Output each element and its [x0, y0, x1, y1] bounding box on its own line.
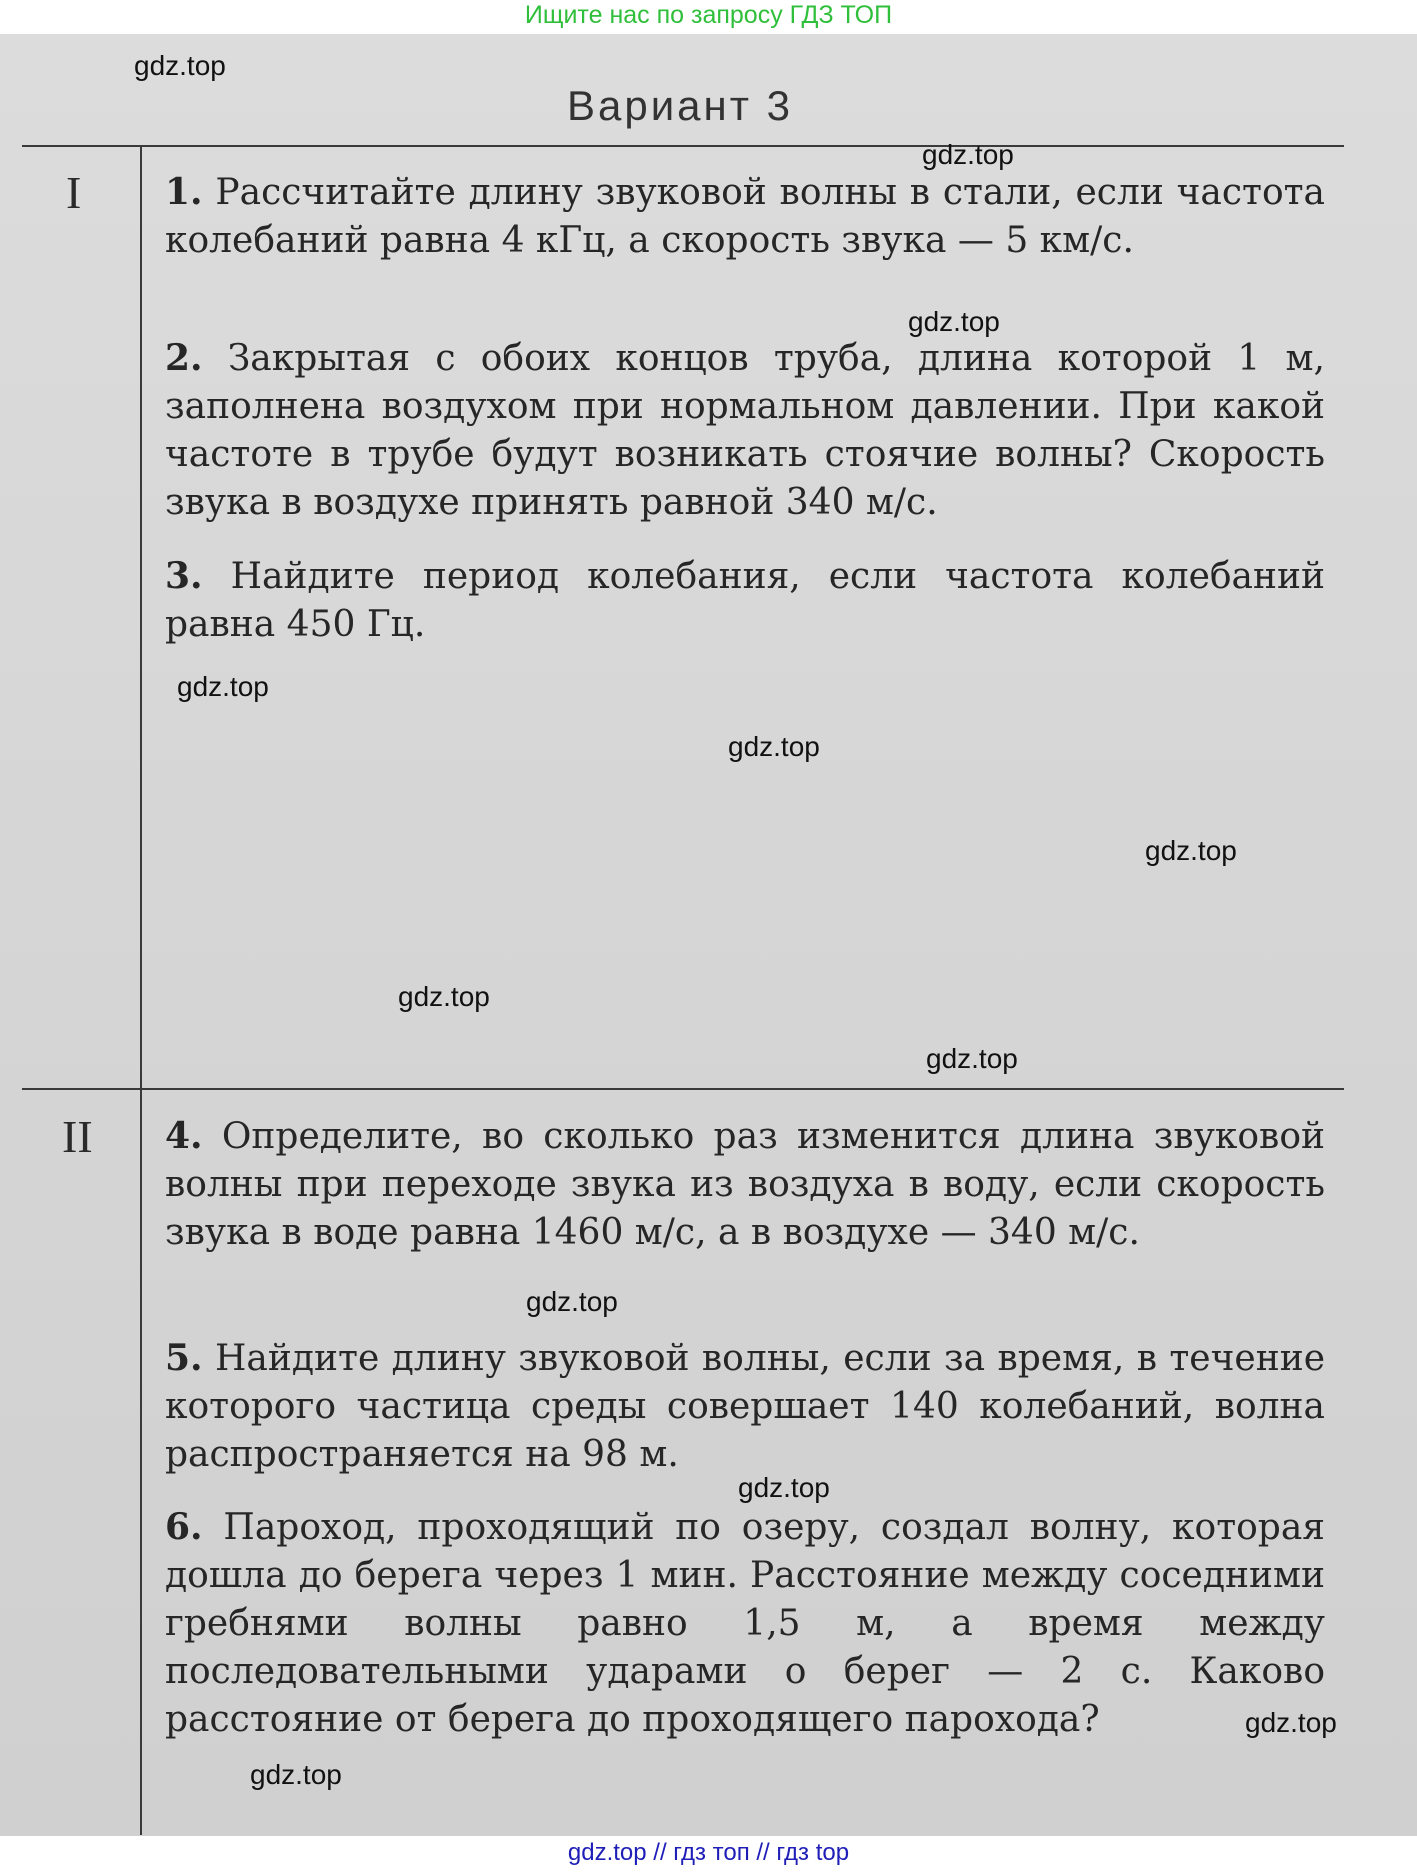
- task-text: Найдите период колебания, если частота колебаний равна 450 Гц.: [165, 556, 1325, 645]
- task-number: 3.: [165, 555, 203, 597]
- watermark: gdz.top: [398, 981, 490, 1012]
- table-top-rule: [22, 145, 1344, 147]
- watermark: gdz.top: [1145, 835, 1237, 866]
- task-number: 1.: [165, 171, 203, 213]
- watermark: gdz.top: [134, 50, 226, 81]
- watermark: gdz.top: [526, 1286, 618, 1317]
- watermark: gdz.top: [728, 731, 820, 762]
- watermark: gdz.top: [177, 671, 269, 702]
- section-numeral-2: II: [62, 1111, 93, 1162]
- task-text: Пароход, проходящий по озеру, создал волну, которая дошла до берега через 1 мин. Расстояние между соседними гребнями волны равно 1,5 м, а время между последовательными ударами о берег — 2 с. Каково расстояние от берега до проходящего парохода?: [165, 1507, 1325, 1740]
- task-number: 2.: [165, 337, 203, 379]
- task-3: [165, 552, 1325, 649]
- watermark: gdz.top: [738, 1472, 830, 1503]
- variant-title: Вариант 3: [566, 82, 793, 129]
- task-number: 5.: [165, 1337, 203, 1379]
- task-text: Определите, во сколько раз изменится длина звуковой волны при переходе звука из воздуха в воду, если скорость звука в воде равна 1460 м/с, а в воздухе — 340 м/с.: [165, 1116, 1325, 1253]
- bottom-banner[interactable]: gdz.top // гдз топ // гдз top: [0, 1836, 1417, 1873]
- task-text: Найдите длину звуковой волны, если за время, в течение которого частица среды совершает 140 колебаний, волна распространяется на 98 м.: [165, 1338, 1325, 1475]
- watermark: gdz.top: [250, 1759, 342, 1790]
- top-banner[interactable]: Ищите нас по запросу ГДЗ ТОП: [0, 0, 1417, 34]
- watermark: gdz.top: [908, 306, 1000, 337]
- task-text: Закрытая с обоих концов труба, длина которой 1 м, заполнена воздухом при нормальном давлении. При какой частоте в трубе будут возникать стоячие волны? Скорость звука в воздухе принять равной 340 м/с.: [165, 338, 1325, 523]
- watermark: gdz.top: [926, 1043, 1018, 1074]
- section-divider-rule: [22, 1088, 1344, 1090]
- task-1: [165, 168, 1325, 265]
- task-text: Рассчитайте длину звуковой волны в стали, если частота колебаний равна 4 кГц, а скорость звука — 5 км/с.: [165, 172, 1325, 261]
- task-4: [165, 1112, 1325, 1257]
- watermark: gdz.top: [922, 139, 1014, 170]
- task-2: [165, 334, 1325, 527]
- watermark: gdz.top: [1245, 1707, 1337, 1738]
- task-number: 4.: [165, 1115, 203, 1157]
- section-numeral-1: I: [66, 167, 82, 218]
- task-6: [165, 1503, 1325, 1744]
- column-divider: [140, 145, 142, 1835]
- task-5: [165, 1334, 1325, 1479]
- task-number: 6.: [165, 1506, 203, 1548]
